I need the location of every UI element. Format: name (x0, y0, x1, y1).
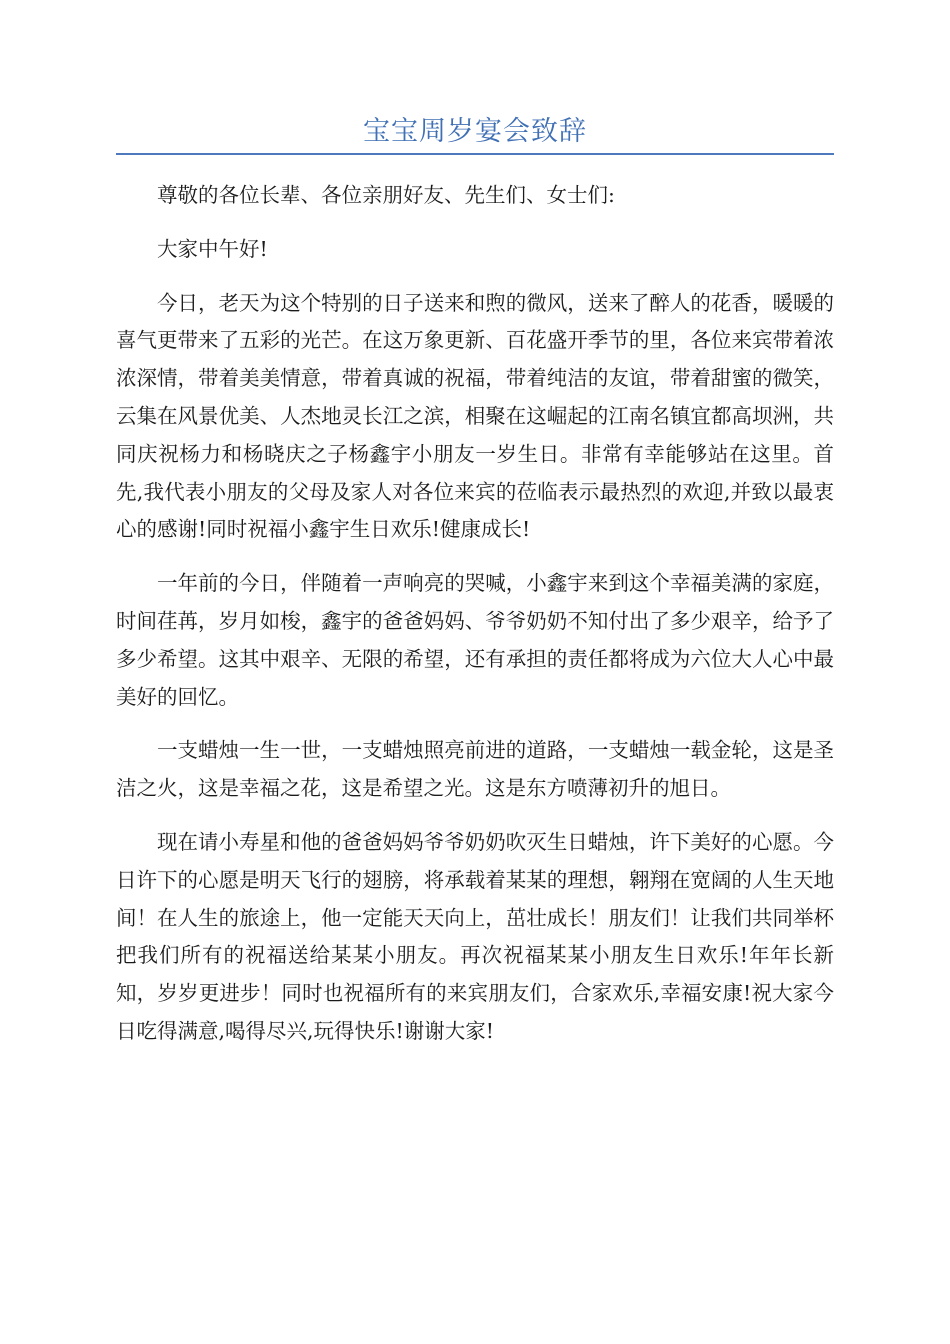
title-underline (116, 153, 834, 155)
paragraph-welcome: 今日，老天为这个特别的日子送来和煦的微风，送来了醉人的花香，暖暖的喜气更带来了五彩的光芒。在这万象更新、百花盛开季节的里，各位来宾带着浓浓深情，带着美美情意，带着真诚的祝福，带着纯洁的友谊，带着甜蜜的微笑，云集在风景优美、人杰地灵长江之滨，相聚在这崛起的江南名镇宜都高坝洲，共同庆祝杨力和杨晓庆之子杨鑫宇小朋友一岁生日。非常有幸能够站在这里。首先,我代表小朋友的父母及家人对各位来宾的莅临表示最热烈的欢迎,并致以最衷心的感谢!同时祝福小鑫宇生日欢乐!健康成长! (116, 290, 834, 542)
paragraph-salutation: 尊敬的各位长辈、各位亲朋好友、先生们、女士们: (157, 183, 615, 207)
document-body (116, 177, 834, 1067)
paragraph-candle: 一支蜡烛一生一世，一支蜡烛照亮前进的道路，一支蜡烛一载金轮，这是圣洁之火，这是幸福之花，这是希望之光。这是东方喷薄初升的旭日。 (116, 738, 834, 801)
paragraph-greeting: 大家中午好! (157, 236, 268, 261)
document-title: 宝宝周岁宴会致辞 (363, 116, 587, 147)
paragraph-closing: 现在请小寿星和他的爸爸妈妈爷爷奶奶吹灭生日蜡烛，许下美好的心愿。今日许下的心愿是明天飞行的翅膀，将承载着某某的理想，翱翔在宽阔的人生天地间！在人生的旅途上，他一定能天天向上，茁壮成长！朋友们！让我们共同举杯把我们所有的祝福送给某某小朋友。再次祝福某某小朋友生日欢乐!年年长新知，岁岁更进步！同时也祝福所有的来宾朋友们，合家欢乐,幸福安康!祝大家今日吃得满意,喝得尽兴,玩得快乐!谢谢大家! (116, 829, 834, 1043)
paragraph-one-year-ago: 一年前的今日，伴随着一声响亮的哭喊，小鑫宇来到这个幸福美满的家庭，时间荏苒，岁月如梭，鑫宇的爸爸妈妈、爷爷奶奶不知付出了多少艰辛，给予了多少希望。这其中艰辛、无限的希望，还有承担的责任都将成为六位大人心中最美好的回忆。 (116, 571, 834, 709)
